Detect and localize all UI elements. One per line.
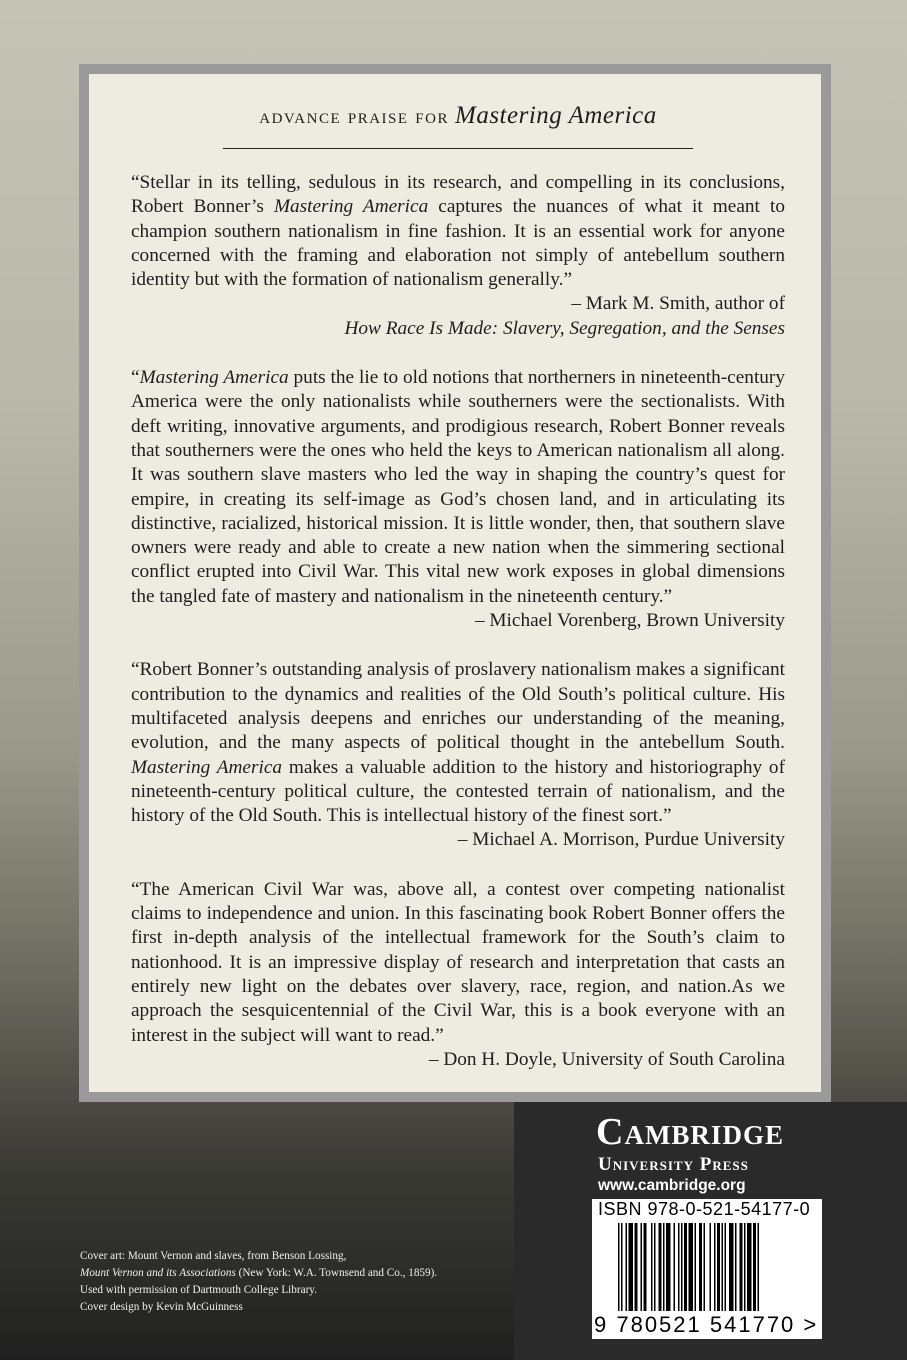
cover-credits: [80, 1248, 437, 1316]
publisher-name: Cambridge: [596, 1111, 784, 1153]
quote-book-title: Mastering America: [139, 367, 289, 389]
credit-title: Mount Vernon and its Associations: [80, 1267, 236, 1279]
barcode-digits: 9 780521 541770 >: [594, 1312, 819, 1337]
barcode-bar: [654, 1223, 656, 1311]
review-4: [131, 878, 785, 1072]
barcode-bar: [725, 1223, 727, 1311]
quote-text: captures the nuances of what it meant to champion southern nationalism in fine fashion. It is an essential work for anyone concerned with the framing and elaboration not simply of antebellum southern identity but with the formation of nationalism generally.”: [131, 196, 785, 291]
barcode-bar: [659, 1223, 662, 1311]
credit-line: Cover art: Mount Vernon and slaves, from Benson Lossing,: [80, 1250, 347, 1262]
barcode-bar: [689, 1223, 694, 1311]
barcode-bars: [618, 1223, 808, 1311]
barcode-bar: [666, 1223, 671, 1311]
review-2: [131, 366, 785, 633]
quote-text: makes a valuable addition to the history and historiography of nineteenth-century political culture, the contested terrain of nationalism, and the history of the Old South. This is intellectual history of the finest sort.”: [131, 756, 785, 827]
barcode-bar: [735, 1223, 737, 1311]
attribution-book-title: How Race Is Made: Slavery, Segregation, and the Senses: [344, 317, 785, 339]
barcode-bar: [710, 1223, 712, 1311]
heading-prefix: advance praise for: [259, 104, 449, 128]
barcode-bar: [714, 1223, 716, 1311]
quote-text: “: [131, 367, 140, 389]
barcode-bar: [681, 1223, 683, 1311]
review-attribution-book: [131, 317, 785, 341]
barcode-bar: [704, 1223, 706, 1311]
barcode-bar: [618, 1223, 620, 1311]
praise-heading: [131, 102, 785, 130]
praise-panel-inner: [89, 74, 821, 1092]
credit-line: [80, 1265, 437, 1282]
barcode-bar: [695, 1223, 697, 1311]
review-quote: [131, 658, 785, 828]
publisher-press: University Press: [598, 1154, 749, 1175]
barcode-bar: [651, 1223, 653, 1311]
publisher-block: [514, 1102, 907, 1360]
barcode-bar: [747, 1223, 752, 1311]
heading-book-title: Mastering America: [455, 102, 657, 129]
barcode-bar: [644, 1223, 647, 1311]
review-attribution: – Mark M. Smith, author of: [571, 293, 785, 315]
barcode-bar: [722, 1223, 724, 1311]
review-quote: [131, 878, 785, 1048]
barcode-bar: [663, 1223, 665, 1311]
credit-line: Cover design by Kevin McGuinness: [80, 1301, 243, 1313]
barcode-bar: [729, 1223, 734, 1311]
barcode-bar: [641, 1223, 643, 1311]
quote-book-title: Mastering America: [273, 196, 429, 218]
review-attribution: – Michael A. Morrison, Purdue University: [457, 829, 785, 851]
credit-line: Used with permission of Dartmouth College Library.: [80, 1284, 317, 1296]
review-attribution: – Michael Vorenberg, Brown University: [474, 610, 785, 632]
barcode-bar: [629, 1223, 634, 1311]
quote-text: puts the lie to old notions that northerners in nineteenth-century America were the only nationalists while southerners were the sectionalists. With deft writing, innovative arguments, and prodigious research, Robert Bonner reveals that southerners were the ones who held the keys to American nationalism all along. It was southern slave masters who led the way in shaping the country’s quest for empire, in creating its self-image as God’s chosen land, and in articulating its distinctive, racialized, historical mission. It is little wonder, then, that southern slave owners were ready and able to create a new nation when the simmering sectional conflict erupted into Civil War. This vital new work exposes in global dimensions the tangled fate of mastery and nationalism in the nineteenth century.”: [131, 367, 785, 607]
barcode-bar: [740, 1223, 743, 1311]
barcode-bar: [744, 1223, 746, 1311]
review-3: [131, 658, 785, 852]
praise-panel: [79, 64, 831, 1102]
quote-book-title: Mastering America: [131, 756, 283, 778]
barcode-bar: [758, 1223, 760, 1311]
barcode-bar: [635, 1223, 638, 1311]
publisher-url: www.cambridge.org: [598, 1177, 746, 1194]
barcode-bar: [699, 1223, 702, 1311]
quote-text: “The American Civil War was, above all, a contest over competing nationalist claims to independence and union. In this fascinating book Robert Bonner offers the first in-depth analysis of the intellectual framework for the South’s claim to nationhood. It is an impressive display of research and interpretation that casts an entirely new light on the debates over slavery, race, region, and nation.As we approach the sesquicentennial of the Civil War, this is a book everyone with an interest in the subject will want to read.”: [131, 878, 785, 1046]
barcode-bar: [678, 1223, 680, 1311]
barcode-bar: [753, 1223, 756, 1311]
quote-text: “Stellar in its telling, sedulous in its research, and compelling in its conclusions, Robert Bonner’s: [131, 172, 785, 218]
heading-divider: [223, 148, 693, 149]
review-1: [131, 171, 785, 341]
credit-text: (New York: W.A. Townsend and Co., 1859).: [235, 1267, 438, 1279]
isbn-label: ISBN 978-0-521-54177-0: [598, 1199, 811, 1219]
review-quote: [131, 366, 785, 609]
isbn-barcode: [592, 1199, 822, 1339]
barcode-bar: [684, 1223, 687, 1311]
barcode-bar: [674, 1223, 676, 1311]
review-attribution: – Don H. Doyle, University of South Carolina: [428, 1048, 785, 1070]
quote-text: “Robert Bonner’s outstanding analysis of proslavery nationalism makes a significant contribution to the dynamics and realities of the Old South’s political culture. His multifaceted analysis deepens and enriches our understanding of the meaning, evolution, and the many aspects of political thought in the antebellum South.: [131, 659, 785, 754]
barcode-bar: [621, 1223, 623, 1311]
barcode-bar: [717, 1223, 720, 1311]
barcode-bar: [626, 1223, 628, 1311]
review-quote: [131, 171, 785, 292]
